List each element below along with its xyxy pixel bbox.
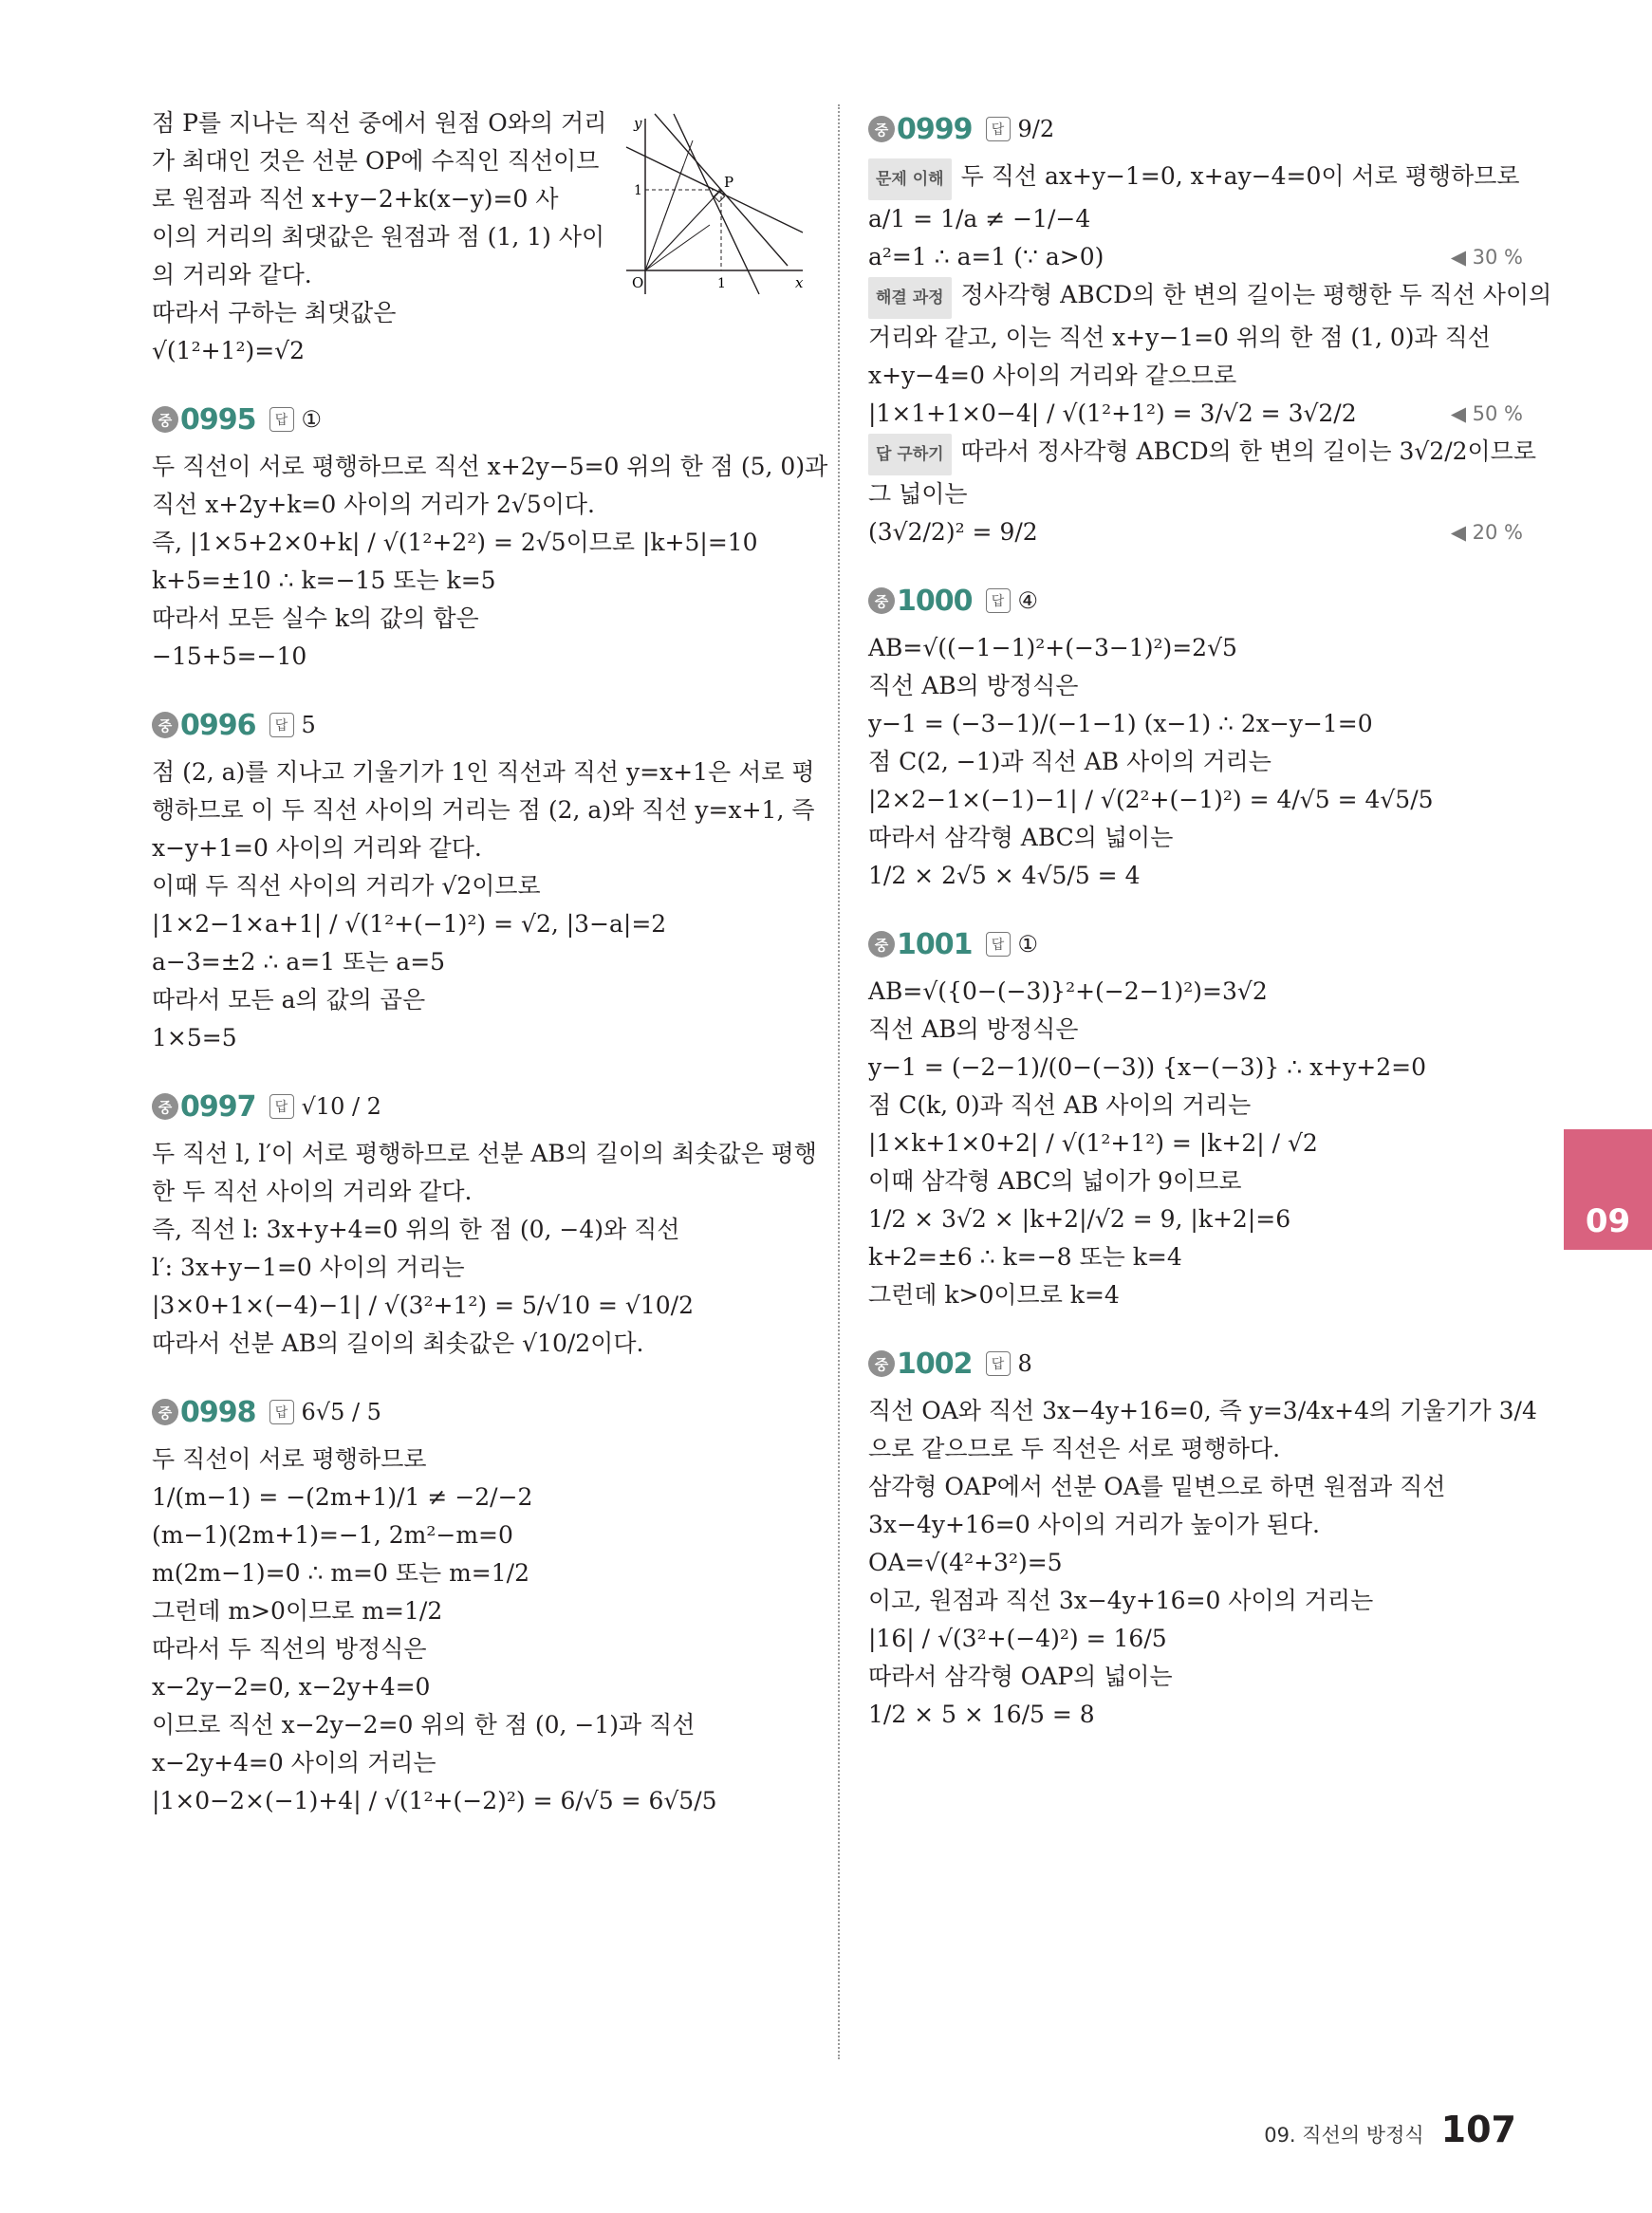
- solution-line: 이므로 직선 x−2y−2=0 위의 한 점 (0, −1)과 직선: [152, 1711, 696, 1739]
- solution-line: y−1 = (−3−1)/(−1−1) (x−1) ∴ 2x−y−1=0: [868, 710, 1373, 737]
- problem-number: 0999: [897, 112, 973, 146]
- solution-line: 한 두 직선 사이의 거리와 같다.: [152, 1178, 473, 1205]
- problem-header-0998: [152, 1387, 807, 1437]
- solution-line: 그 넓이는: [868, 480, 968, 508]
- right-column: [868, 104, 1552, 1734]
- intro-line: √(1²+1²)=√2: [152, 337, 306, 364]
- solution-line: 직선 AB의 방정식은: [868, 672, 1079, 699]
- solution-line: 직선 AB의 방정식은: [868, 1015, 1079, 1043]
- answer-icon: 답: [269, 407, 294, 432]
- solution-text: 따라서 정사각형 ABCD의 한 변의 길이는 3√2/2이므로: [960, 437, 1536, 465]
- answer-icon: 답: [269, 713, 294, 737]
- problem-header-1001: [868, 920, 1523, 969]
- solution-line: 따라서 모든 실수 k의 값의 합은: [152, 604, 479, 632]
- difficulty-badge: 중: [868, 116, 895, 142]
- answer-icon: 답: [986, 1351, 1011, 1376]
- y-axis-label: y: [634, 115, 642, 132]
- solution-line: 점 C(k, 0)과 직선 AB 사이의 거리는: [868, 1091, 1252, 1119]
- solution-line: l′: 3x+y−1=0 사이의 거리는: [152, 1254, 465, 1281]
- segment-op: [645, 190, 721, 270]
- solution-line: 그런데 k>0이므로 k=4: [868, 1281, 1120, 1309]
- intro-line: 점 P를 지나는 직선 중에서 원점 O와의 거리: [152, 109, 607, 137]
- page-footer: [1264, 2109, 1516, 2150]
- score-percent: ◀ 20 %: [1450, 521, 1523, 544]
- left-column: [152, 104, 828, 1820]
- line-graph-figure: [617, 109, 807, 299]
- problem-number: 1002: [897, 1347, 973, 1381]
- perpendicular-segment: [645, 225, 710, 270]
- difficulty-badge: 중: [152, 406, 178, 433]
- solution-line: 점 (2, a)를 지나고 기울기가 1인 직선과 직선 y=x+1은 서로 평: [152, 758, 815, 786]
- solution-text: 두 직선 ax+y−1=0, x+ay−4=0이 서로 평행하므로: [960, 162, 1520, 190]
- solution-line: |1×k+1×0+2| / √(1²+1²) = |k+2| / √2: [868, 1129, 1318, 1157]
- answer-icon: 답: [986, 588, 1011, 613]
- problem-number: 0996: [180, 708, 256, 742]
- solution-line: 즉, |1×5+2×0+k| / √(1²+2²) = 2√5이므로 |k+5|=10: [152, 529, 758, 556]
- problem-number: 0998: [180, 1395, 256, 1429]
- intro-line: 가 최대인 것은 선분 OP에 수직인 직선이므: [152, 147, 600, 175]
- solution-line: 1/2 × 5 × 16/5 = 8: [868, 1701, 1095, 1728]
- line-through-p: [674, 114, 759, 294]
- chapter-title: 09. 직선의 방정식: [1264, 2124, 1424, 2147]
- answer-value: 6√5 / 5: [301, 1399, 381, 1425]
- solution-line: 1/(m−1) = −(2m+1)/1 ≠ −2/−2: [152, 1483, 533, 1511]
- problem-number: 1000: [897, 584, 973, 618]
- solution-line: x−2y−2=0, x−2y+4=0: [152, 1673, 431, 1701]
- score-percent: ◀ 50 %: [1450, 402, 1523, 425]
- origin-label: O: [632, 274, 644, 291]
- solution-line: 1/2 × 3√2 × |k+2|/√2 = 9, |k+2|=6: [868, 1205, 1291, 1233]
- step-line: [868, 433, 1536, 475]
- solution-line: |2×2−1×(−1)−1| / √(2²+(−1)²) = 4/√5 = 4√5/5: [868, 786, 1434, 813]
- x-tick-label: 1: [717, 276, 726, 291]
- solution-line: x+y−4=0 사이의 거리와 같으므로: [868, 362, 1237, 389]
- solution-line: |3×0+1×(−4)−1| / √(3²+1²) = 5/√10 = √10/2: [152, 1292, 694, 1319]
- solution-line: 이고, 원점과 직선 3x−4y+16=0 사이의 거리는: [868, 1587, 1374, 1614]
- page-number: 107: [1440, 2109, 1516, 2150]
- solution-line: 따라서 선분 AB의 길이의 최솟값은 √10/2이다.: [152, 1330, 644, 1357]
- solution-line: [868, 395, 1523, 433]
- answer-value: ①: [301, 406, 323, 433]
- solution-line: 거리와 같고, 이는 직선 x+y−1=0 위의 한 점 (1, 0)과 직선: [868, 324, 1491, 351]
- solution-line: 점 C(2, −1)과 직선 AB 사이의 거리는: [868, 748, 1271, 775]
- solution-line: 이때 두 직선 사이의 거리가 √2이므로: [152, 872, 541, 900]
- problem-header-0996: [152, 700, 807, 750]
- solution-line: x−y+1=0 사이의 거리와 같다.: [152, 834, 482, 862]
- solution-line: 따라서 모든 a의 값의 곱은: [152, 986, 426, 1014]
- solution-line: |1×2−1×a+1| / √(1²+(−1)²) = √2, |3−a|=2: [152, 910, 667, 938]
- solution-line: OA=√(4²+3²)=5: [868, 1549, 1063, 1576]
- solution-line: 직선 x+2y+k=0 사이의 거리가 2√5이다.: [152, 491, 596, 518]
- solution-line: 두 직선이 서로 평행하므로: [152, 1445, 427, 1473]
- problem-header-1000: [868, 576, 1523, 625]
- problem-header-0999: [868, 104, 1523, 154]
- solution-line: AB=√((−1−1)²+(−3−1)²)=2√5: [868, 634, 1237, 661]
- solution-line: 따라서 삼각형 OAP의 넓이는: [868, 1663, 1173, 1690]
- solution-line: 이때 삼각형 ABC의 넓이가 9이므로: [868, 1167, 1242, 1195]
- answer-icon: 답: [986, 117, 1011, 141]
- solution-text: (3√2/2)² = 9/2: [868, 518, 1038, 546]
- solution-line: (m−1)(2m+1)=−1, 2m²−m=0: [152, 1521, 513, 1549]
- problem-header-1002: [868, 1339, 1523, 1388]
- solution-text: 정사각형 ABCD의 한 변의 길이는 평행한 두 직선 사이의: [960, 281, 1552, 308]
- problem-header-0997: [152, 1082, 807, 1131]
- solution-line: a−3=±2 ∴ a=1 또는 a=5: [152, 948, 446, 976]
- step-tag: 문제 이해: [868, 158, 952, 200]
- solution-line: 두 직선이 서로 평행하므로 직선 x+2y−5=0 위의 한 점 (5, 0)과: [152, 453, 828, 480]
- intro-line: 이의 거리의 최댓값은 원점과 점 (1, 1) 사이: [152, 223, 605, 251]
- point-p-label: P: [724, 174, 734, 191]
- difficulty-badge: 중: [868, 1350, 895, 1377]
- solution-text: |1×1+1×0−4| / √(1²+1²) = 3/√2 = 3√2/2: [868, 400, 1357, 427]
- solution-line: 그런데 m>0이므로 m=1/2: [152, 1597, 443, 1625]
- solution-line: m(2m−1)=0 ∴ m=0 또는 m=1/2: [152, 1559, 529, 1587]
- solution-line: k+2=±6 ∴ k=−8 또는 k=4: [868, 1243, 1182, 1271]
- solution-line: |16| / √(3²+(−4)²) = 16/5: [868, 1625, 1167, 1652]
- difficulty-badge: 중: [152, 1399, 178, 1425]
- answer-icon: 답: [269, 1094, 294, 1119]
- x-axis-label: x: [795, 274, 804, 291]
- problem-header-0995: [152, 395, 807, 444]
- perpendicular-segment: [645, 166, 683, 270]
- solution-line: a/1 = 1/a ≠ −1/−4: [868, 205, 1091, 232]
- solution-line: 1/2 × 2√5 × 4√5/5 = 4: [868, 862, 1141, 889]
- solution-line: 즉, 직선 l: 3x+y+4=0 위의 한 점 (0, −4)와 직선: [152, 1216, 680, 1243]
- solution-line: y−1 = (−2−1)/(0−(−3)) {x−(−3)} ∴ x+y+2=0: [868, 1053, 1427, 1081]
- score-percent: ◀ 30 %: [1450, 246, 1523, 269]
- solution-line: k+5=±10 ∴ k=−15 또는 k=5: [152, 567, 496, 594]
- problem-number: 0995: [180, 402, 256, 437]
- solution-line: x−2y+4=0 사이의 거리는: [152, 1749, 436, 1776]
- solution-line: |1×0−2×(−1)+4| / √(1²+(−2)²) = 6/√5 = 6√5/5: [152, 1787, 717, 1814]
- step-line: [868, 158, 1523, 200]
- solution-line: 행하므로 이 두 직선 사이의 거리는 점 (2, a)와 직선 y=x+1, 즉: [152, 796, 815, 824]
- answer-value: √10 / 2: [301, 1093, 381, 1120]
- problem-number: 0997: [180, 1089, 256, 1124]
- answer-value: 8: [1017, 1350, 1032, 1377]
- intro-line: 의 거리와 같다.: [152, 261, 312, 288]
- solution-line: 1×5=5: [152, 1024, 237, 1051]
- intro-line: 따라서 구하는 최댓값은: [152, 299, 397, 326]
- solution-line: 두 직선 l, l′이 서로 평행하므로 선분 AB의 길이의 최솟값은 평행: [152, 1140, 817, 1167]
- difficulty-badge: 중: [152, 1093, 178, 1120]
- solution-line: −15+5=−10: [152, 642, 307, 670]
- step-tag: 해결 과정: [868, 277, 952, 319]
- answer-value: ④: [1017, 587, 1039, 614]
- answer-icon: 답: [269, 1400, 294, 1424]
- difficulty-badge: 중: [868, 931, 895, 958]
- solution-line: 3x−4y+16=0 사이의 거리가 높이가 된다.: [868, 1511, 1320, 1538]
- solution-line: 으로 같으므로 두 직선은 서로 평행하다.: [868, 1435, 1281, 1462]
- difficulty-badge: 중: [868, 587, 895, 614]
- solution-line: 따라서 삼각형 ABC의 넓이는: [868, 824, 1174, 851]
- answer-value: 5: [301, 712, 316, 738]
- step-tag: 답 구하기: [868, 434, 952, 475]
- problem-number: 1001: [897, 927, 973, 961]
- answer-value: ①: [1017, 931, 1039, 958]
- chapter-tab: 09: [1564, 1129, 1652, 1250]
- intro-line: 로 원점과 직선 x+y−2+k(x−y)=0 사: [152, 185, 559, 213]
- column-divider: [838, 104, 840, 2059]
- difficulty-badge: 중: [152, 712, 178, 738]
- solution-line: 따라서 두 직선의 방정식은: [152, 1635, 427, 1663]
- step-line: [868, 276, 1552, 319]
- solution-line: [868, 513, 1523, 551]
- solution-line: 삼각형 OAP에서 선분 OA를 밑변으로 하면 원점과 직선: [868, 1473, 1446, 1500]
- y-tick-label: 1: [634, 183, 642, 198]
- solution-line: AB=√({0−(−3)}²+(−2−1)²)=3√2: [868, 977, 1268, 1005]
- solution-line: 직선 OA와 직선 3x−4y+16=0, 즉 y=3/4x+4의 기울기가 3/4: [868, 1397, 1537, 1424]
- solution-text: a²=1 ∴ a=1 (∵ a>0): [868, 243, 1104, 270]
- answer-value: 9/2: [1017, 116, 1055, 142]
- solution-line: [868, 238, 1523, 276]
- answer-icon: 답: [986, 932, 1011, 957]
